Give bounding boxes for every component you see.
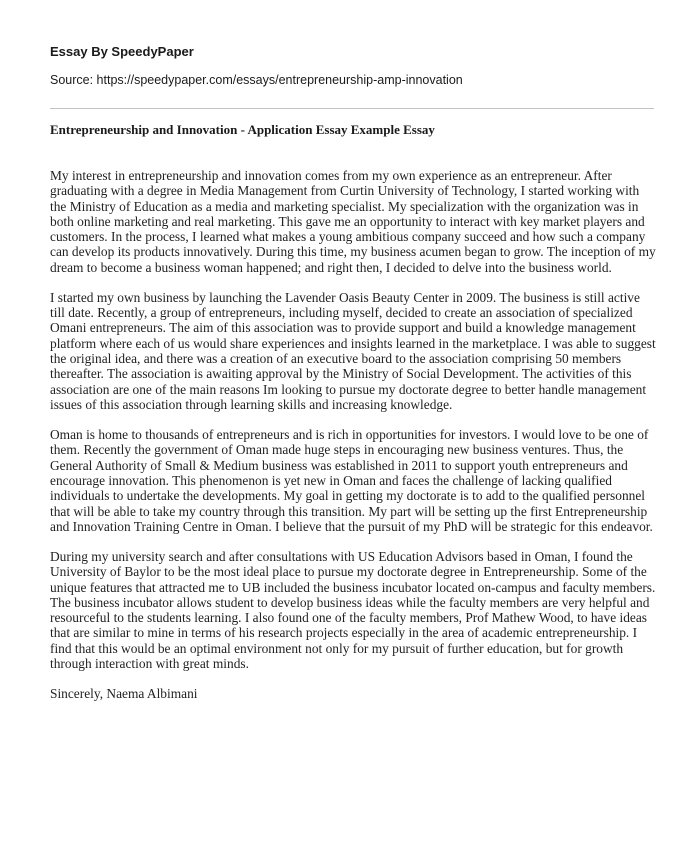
- essay-paragraph: Oman is home to thousands of entrepreneurs and is rich in opportunities for investors. I would love to be one of them. Recently the government of Oman made huge steps in encouraging new business ventures. Thus, the General Authority of Small & Medium business was established in 2011 to support youth entrepreneurs and encourage innovation. This phenomenon is yet new in Oman and faces the challenge of lacking qualified individuals to undertake the developments. My goal in getting my doctorate is to add to the qualified personnel that will be able to take my country through this transition. My part will be setting up the first Entrepreneurship and Innovation Training Centre in Oman. I believe that the pursuit of my PhD will be strategic for this endeavor.: [50, 427, 653, 534]
- header-divider: [50, 108, 654, 109]
- essay-title: Entrepreneurship and Innovation - Application Essay Example Essay: [50, 122, 435, 137]
- document-header-title: Essay By SpeedyPaper: [50, 44, 194, 59]
- essay-paragraph: During my university search and after consultations with US Education Advisors based in Oman, I found the University of Baylor to be the most ideal place to pursue my doctorate degree in Entrepreneurship. Some of the unique features that attracted me to UB included the business incubator located on-campus and faculty members. The business incubator allows student to develop business ideas while the faculty members are very helpful and resourceful to the students learning. I also found one of the faculty members, Prof Mathew Wood, to have ideas that are similar to mine in terms of his research projects especially in the area of academic entrepreneurship. I find that this would be an optimal environment not only for my pursuit of further education, but for growth through interaction with great minds.: [50, 548, 656, 671]
- source-line: Source: https://speedypaper.com/essays/entrepreneurship-amp-innovation: [50, 73, 463, 87]
- essay-signature: Sincerely, Naema Albimani: [50, 686, 198, 702]
- essay-body: [50, 168, 658, 716]
- essay-paragraph: My interest in entrepreneurship and innovation comes from my own experience as an entrepreneur. After graduating with a degree in Media Management from Curtin University of Technology, I started working with the Ministry of Education as a media and marketing specialist. My specialization with the organization was in both online marketing and real marketing. This gave me an opportunity to interact with key market players and customers. In the process, I learned what makes a young ambitious company succeed and how such a company can develop its products innovatively. During this time, my business acumen began to grow. The inception of my dream to become a business woman happened; and right then, I decided to delve into the business world.: [50, 168, 656, 275]
- essay-paragraph: I started my own business by launching the Lavender Oasis Beauty Center in 2009. The business is still active till date. Recently, a group of entrepreneurs, including myself, decided to create an association of specialized Omani entrepreneurs. The aim of this association was to provide support and build a knowledge management platform where each of us would share experiences and insights learned in the marketplace. I was able to suggest the original idea, and there was a creation of an executive board to the association comprising 50 members thereafter. The association is awaiting approval by the Ministry of Social Development. The activities of this association are one of the main reasons Im looking to pursue my doctorate degree to better handle management issues of this association through learning skills and increasing knowledge.: [50, 289, 656, 412]
